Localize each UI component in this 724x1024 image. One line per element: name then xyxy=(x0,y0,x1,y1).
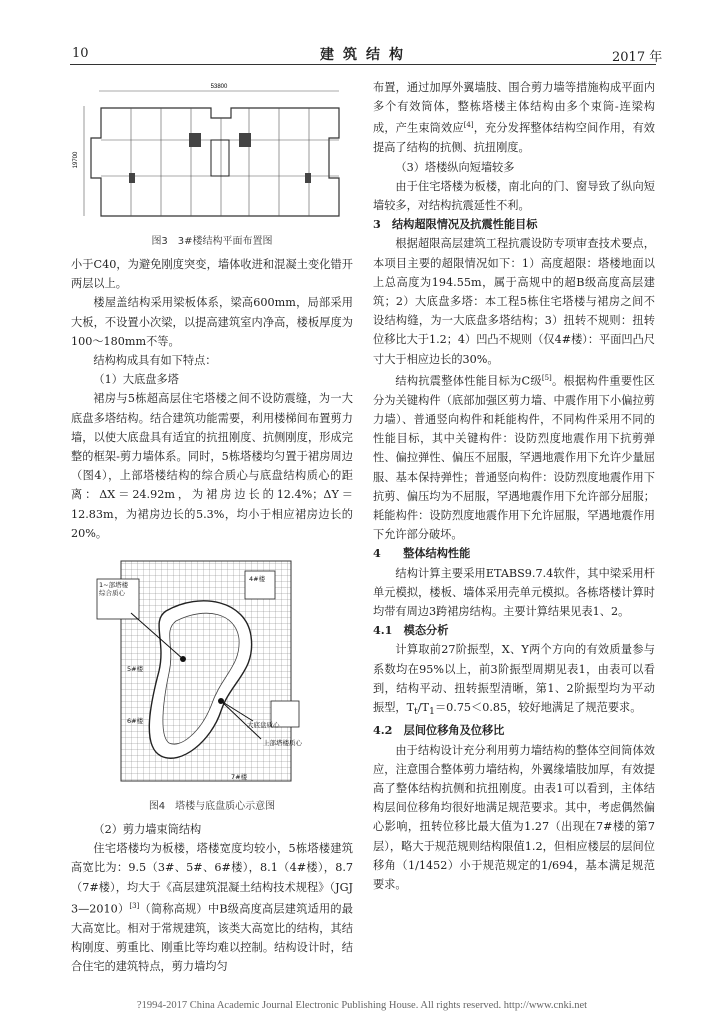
right-column xyxy=(373,78,655,894)
fig4-label-b5: 5#楼 xyxy=(127,665,144,674)
right-p1a: 布置，通过加厚外翼墙肢、围合剪力墙等措施构成平面内多个有效筒体，整栋塔楼主体结构由多个束筒-连梁构成，产生束筒效应 xyxy=(373,81,655,136)
figure3-floor-plan xyxy=(71,78,353,230)
right-p7a: 计算取前27阶振型，X、Y两个方向的有效质量参与系数均在95%以上，前3阶振型周期见表1，由表可以看到，结构平动、扭转振型清晰，第1、2阶振型均为平动振型，T xyxy=(373,643,655,714)
right-p5 xyxy=(373,369,655,545)
figure3-dim-width: 53800 xyxy=(210,84,228,90)
figure4 xyxy=(71,551,353,795)
page-number: 10 xyxy=(72,46,89,61)
right-p3: 由于住宅塔楼为板楼，南北向的门、窗导致了纵向短墙较多，对结构抗震延性不利。 xyxy=(373,179,655,212)
left-p6: （2）剪力墙束筒结构 xyxy=(93,823,202,837)
section41-heading: 4.1 模态分析 xyxy=(373,623,449,638)
fig4-label-b4: 4#楼 xyxy=(249,575,266,584)
journal-title: 建筑结构 xyxy=(320,47,412,63)
ref4: [4] xyxy=(463,121,474,130)
figure4-mass-center-diagram xyxy=(71,551,353,795)
right-p7-sub-1: 1 xyxy=(429,706,435,718)
left-p5: 裙房与5栋超高层住宅塔楼之间不设防震缝，为一大底盘多塔结构。结合建筑功能需要，利用楼梯间布置剪力墙，以使大底盘具有适宜的抗扭刚度、抗侧刚度，形成完整的框架-剪力墙体系。同时，5栋塔楼均匀置于裙房周边（图4），上部塔楼结构的综合质心与底盘结构质心的距离：ΔX＝24.92m，为裙房边长的12.4%；ΔY＝12.83m，为裙房边长的5.3%，均小于相应裙房边长的20%。 xyxy=(71,392,353,540)
left-p2: 楼屋盖结构采用梁板体系，梁高600mm，局部采用大板，不设置小次梁，以提高建筑室内净高，楼板厚度为100～180mm不等。 xyxy=(71,296,353,348)
right-p2: （3）塔楼纵向短墙较多 xyxy=(395,160,515,174)
ref5: [5] xyxy=(541,373,552,382)
fig4-label-tower-center: 上部塔楼质心 xyxy=(263,739,302,748)
figure3 xyxy=(71,78,353,230)
fig4-label-b7: 7#楼 xyxy=(231,773,248,782)
fig4-label-b6: 6#楼 xyxy=(127,717,144,726)
left-p7 xyxy=(71,839,353,976)
right-p7-mid: /T xyxy=(417,700,430,714)
figure3-dim-height: 19700 xyxy=(73,151,79,169)
header-rule xyxy=(70,64,656,65)
figure3-caption: 图3 3#楼结构平面布置图 xyxy=(151,236,273,247)
section3-heading: 3 结构超限情况及抗震性能目标 xyxy=(373,217,538,232)
right-p7-sub-t: t xyxy=(414,706,418,718)
left-p7a: 住宅塔楼均为板楼，塔楼宽度均较小，5栋塔楼建筑高宽比为：9.5（3#、5#、6#楼），8.1（4#楼），8.7（7#楼），均大于《高层建筑混凝土结构技术规程》（JGJ 3—2010） xyxy=(71,842,353,916)
ref3: [3] xyxy=(129,901,140,910)
right-p1b: ，充分发挥整体结构空间作用，有效提高了结构的抗侧、抗扭刚度。 xyxy=(373,122,655,155)
fig4-label-base-center: 大底盘质心 xyxy=(247,721,280,730)
right-p4: 根据超限高层建筑工程抗震设防专项审查技术要点，本项目主要的超限情况如下：1）高度超限：塔楼地面以上总高度为194.55m，属于高规中的超B级高度高层建筑；2）大底盘多塔：本工程5栋住宅塔楼与裙房之间不设结构缝，为一大底盘多塔结构；3）扭转不规则：扭转位移比大于1.2；4）凹凸不规则（仅4#楼）：平面凹凸尺寸大于相应边长的30%。 xyxy=(373,237,655,366)
right-p5a: 结构抗震整体性能目标为C级 xyxy=(395,374,542,388)
figure4-caption: 图4 塔楼与底盘质心示意图 xyxy=(148,801,276,813)
section42-heading: 4.2 层间位移角及位移比 xyxy=(373,723,505,738)
fig4-label-top-center: 1~部塔楼综合质心 xyxy=(99,581,129,598)
section4-heading: 4 整体结构性能 xyxy=(373,546,471,561)
left-column xyxy=(71,78,353,976)
left-p3: 结构构成具有如下特点： xyxy=(93,354,217,368)
right-p6: 结构计算主要采用ETABS9.7.4软件，其中梁采用杆单元模拟，楼板、墙体采用壳单元模拟。各栋塔楼计算时均带有周边3跨裙房结构。主要计算结果见表1、2。 xyxy=(373,566,655,618)
left-p7b: （简称高规）中B级高度高层建筑适用的最大高宽比。相对于常规建筑，该类大高宽比的结构，其结构刚度、剪重比、刚重比等均难以控制。结构设计时，结合住宅的建筑特点，剪力墙均匀 xyxy=(71,902,353,974)
copyright-footer: ?1994-2017 China Academic Journal Electronic Publishing House. All rights reserved. http://www.cnki.net xyxy=(136,1000,588,1011)
left-p1: 小于C40，为避免刚度突变，墙体收进和混凝土变化错开两层以上。 xyxy=(71,258,353,291)
journal-year: 2017 年 xyxy=(612,50,663,65)
right-p7 xyxy=(373,640,655,721)
right-p1 xyxy=(373,78,655,158)
left-p4: （1）大底盘多塔 xyxy=(93,373,179,387)
right-p8: 由于结构设计充分利用剪力墙结构的整体空间筒体效应，注意围合整体剪力墙结构，外翼缘墙肢加厚，有效提高了整体结构抗侧和抗扭刚度。由表1可以看到，主体结构层间位移角均很好地满足规范要求。其中，考虑偶然偏心影响，扭转位移比最大值为1.27（出现在7#楼的第7层），略大于规范规则结构限值1.2，但相应楼层的层间位移角（1/1452）小于规范规定的1/694，基本满足规范要求。 xyxy=(373,743,655,892)
right-p7b: ＝0.75＜0.85，较好地满足了规范要求。 xyxy=(434,700,642,714)
right-p5b: 。根据构件重要性区分为关键构件（底部加强区剪力墙、中震作用下小偏拉剪力墙）、普通竖向构件和耗能构件，不同构件采用不同的性能目标，其中关键构件：设防烈度地震作用下抗剪弹性、偏拉弹性、偏压不屈服，罕遇地震作用下允许少量屈服、基本保持弹性；普通竖向构件：设防烈度地震作用下抗剪、偏压均为不屈服，罕遇地震作用下允许部分屈服；耗能构件：设防烈度地震作用下允许屈服，罕遇地震作用下允许部分破坏。 xyxy=(373,374,655,542)
